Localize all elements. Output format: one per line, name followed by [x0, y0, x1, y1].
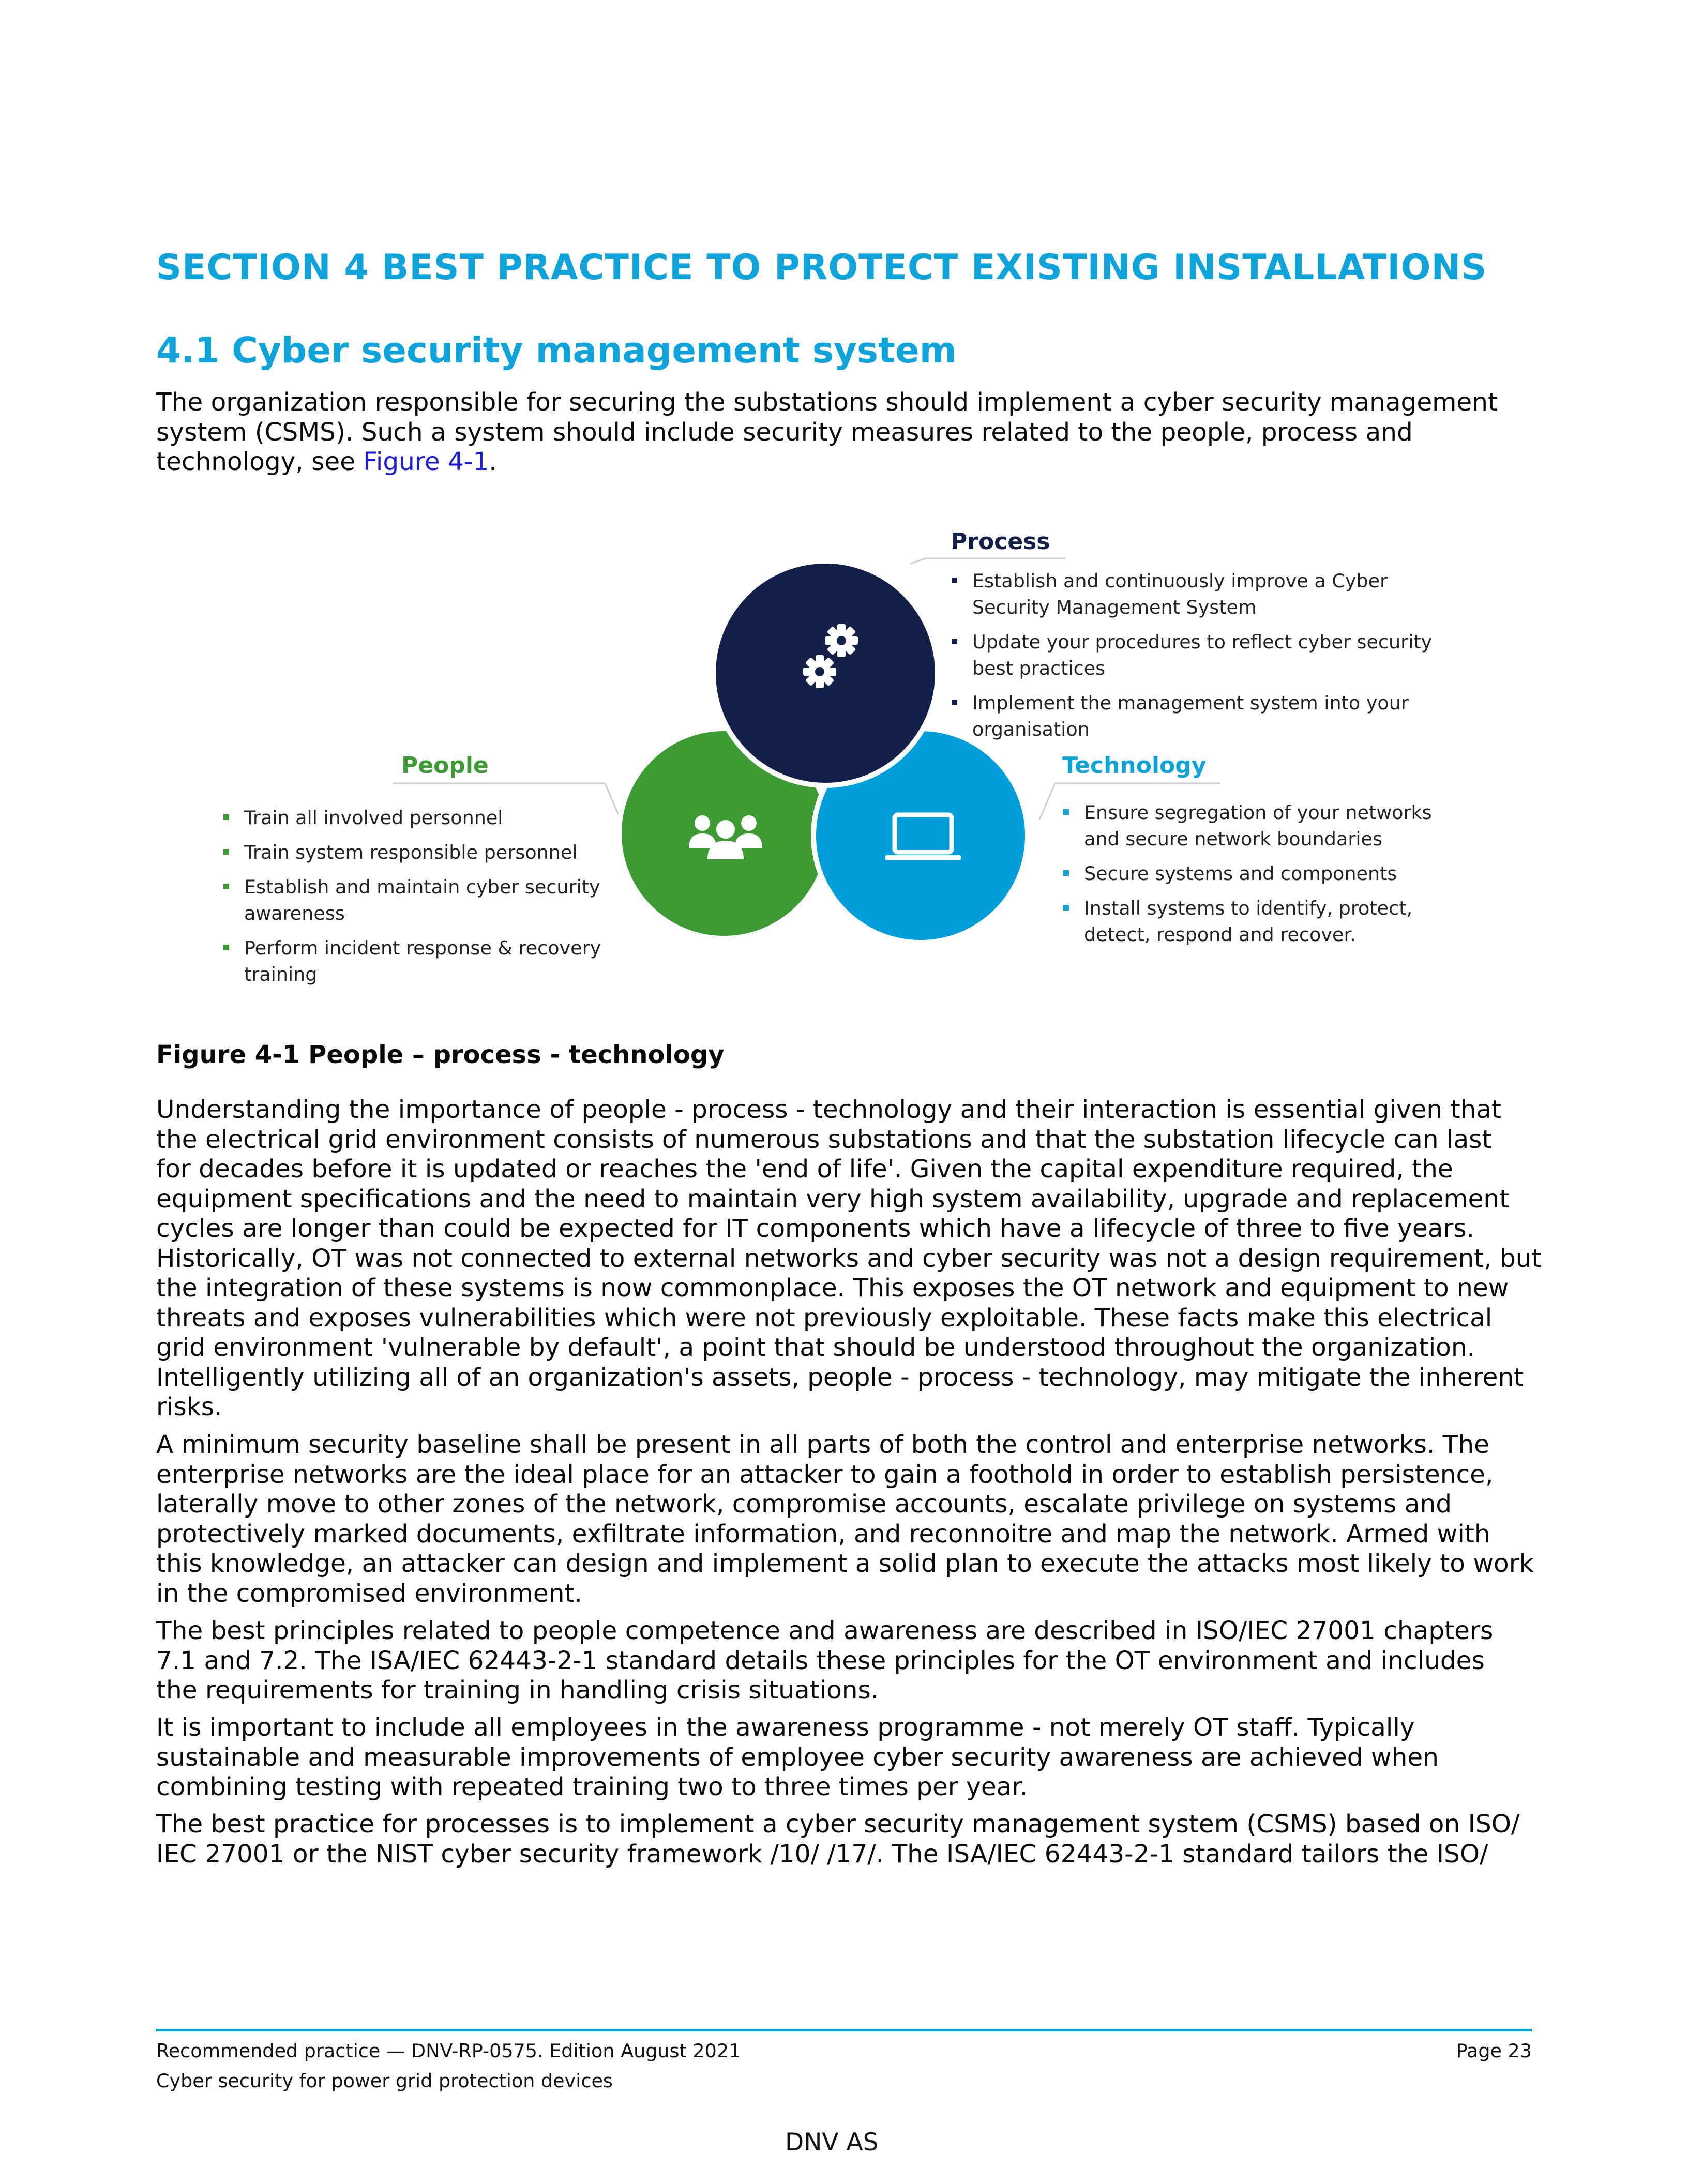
paragraph-line: the requirements for training in handling crisis situations.: [156, 1676, 879, 1705]
paragraph-line: combining testing with repeated training two to three times per year.: [156, 1772, 1028, 1801]
paragraph-line: the electrical grid environment consists of numerous substations and that the substation lifecycle can last: [156, 1125, 1492, 1154]
body-paragraph-3: [156, 1616, 1553, 1706]
paragraph-line: risks.: [156, 1392, 222, 1421]
paragraph-line: 7.1 and 7.2. The ISA/IEC 62443-2-1 standard details these principles for the OT environment and includes: [156, 1646, 1485, 1675]
figure-caption: Figure 4-1 People – process - technology: [156, 1040, 725, 1069]
intro-line: The organization responsible for securing the substations should implement a cyber security management: [156, 388, 1498, 417]
paragraph-line: Intelligently utilizing all of an organization's assets, people - process - technology, may mitigate the inherent: [156, 1362, 1524, 1392]
figure-link[interactable]: Figure 4-1: [363, 447, 489, 476]
technology-bullet: Secure systems and components: [1062, 860, 1528, 887]
paragraph-line: protectively marked documents, exfiltrate information, and reconnoitre and map the network. Armed with: [156, 1519, 1490, 1549]
paragraph-line: cycles are longer than could be expected for IT components which have a lifecycle of three to five years.: [156, 1214, 1474, 1243]
process-bullet: Update your procedures to reflect cyber security best practices: [951, 629, 1468, 681]
paragraph-line: the integration of these systems is now commonplace. This exposes the OT network and equipment to new: [156, 1273, 1509, 1302]
paragraph-line: sustainable and measurable improvements of employee cyber security awareness are achieved when: [156, 1742, 1439, 1772]
paragraph-line: equipment specifications and the need to maintain very high system availability, upgrade and replacement: [156, 1184, 1510, 1214]
page-number: Page 23: [1456, 2040, 1532, 2062]
subsection-title: 4.1 Cyber security management system: [156, 330, 957, 371]
paragraph-line: IEC 27001 or the NIST cyber security framework /10/ /17/. The ISA/IEC 62443-2-1 standard tailors the ISO/: [156, 1839, 1488, 1869]
laptop-icon: [884, 812, 962, 863]
body-paragraph-5: [156, 1810, 1553, 1869]
paragraph-line: threats and exposes vulnerabilities which were not previously exploitable. These facts make this electrical: [156, 1303, 1493, 1332]
technology-bullets: [1062, 799, 1528, 956]
footer-rule: [156, 2029, 1532, 2031]
footer-doc-title: Recommended practice — DNV-RP-0575. Edition August 2021: [156, 2040, 741, 2062]
process-bullet: Implement the management system into your organisation: [951, 690, 1468, 742]
technology-heading: Technology: [1062, 752, 1207, 779]
people-heading: People: [401, 752, 489, 779]
intro-line-suffix: .: [489, 447, 497, 476]
people-icon: [688, 812, 763, 861]
paragraph-line: The best principles related to people competence and awareness are described in ISO/IEC 27001 chapters: [156, 1616, 1494, 1645]
paragraph-line: enterprise networks are the ideal place for an attacker to gain a foothold in order to establish persistence,: [156, 1460, 1494, 1489]
people-bullets: [222, 805, 636, 996]
intro-line: system (CSMS). Such a system should include security measures related to the people, process and: [156, 417, 1413, 447]
body-paragraph-1: [156, 1095, 1553, 1422]
technology-bullet: Ensure segregation of your networks and secure network boundaries: [1062, 799, 1528, 852]
footer-doc-subtitle: Cyber security for power grid protection devices: [156, 2070, 613, 2092]
process-bullets: [951, 568, 1468, 751]
paragraph-line: Historically, OT was not connected to external networks and cyber security was not a design requirement, but: [156, 1243, 1542, 1273]
process-bullet: Establish and continuously improve a Cyber Security Management System: [951, 568, 1468, 620]
paragraph-line: It is important to include all employees in the awareness programme - not merely OT staff. Typically: [156, 1713, 1415, 1742]
gears-icon: [799, 622, 866, 694]
process-heading: Process: [951, 528, 1050, 555]
people-bullet: Train all involved personnel: [222, 805, 636, 831]
company-name: DNV AS: [785, 2128, 879, 2157]
paragraph-line: grid environment 'vulnerable by default', a point that should be understood throughout the organization.: [156, 1333, 1475, 1362]
paragraph-line: A minimum security baseline shall be present in all parts of both the control and enterprise networks. The: [156, 1430, 1489, 1459]
paragraph-line: laterally move to other zones of the network, compromise accounts, escalate privilege on systems and: [156, 1490, 1452, 1519]
body-paragraph-4: [156, 1713, 1553, 1802]
paragraph-line: The best practice for processes is to implement a cyber security management system (CSMS) based on ISO/: [156, 1810, 1520, 1839]
technology-bullet: Install systems to identify, protect, detect, respond and recover.: [1062, 895, 1528, 948]
people-bullet: Establish and maintain cyber security awareness: [222, 874, 636, 927]
people-bullet: Perform incident response & recovery training: [222, 935, 636, 988]
paragraph-line: Understanding the importance of people - process - technology and their interaction is essential given that: [156, 1095, 1502, 1124]
people-bullet: Train system responsible personnel: [222, 839, 636, 866]
intro-line-prefix: technology, see: [156, 447, 364, 476]
paragraph-line: in the compromised environment.: [156, 1579, 582, 1608]
paragraph-line: this knowledge, an attacker can design and implement a solid plan to execute the attacks most likely to work: [156, 1549, 1534, 1578]
body-paragraph-2: [156, 1430, 1553, 1609]
paragraph-line: for decades before it is updated or reaches the 'end of life'. Given the capital expenditure required, the: [156, 1155, 1453, 1184]
section-title: SECTION 4 BEST PRACTICE TO PROTECT EXISTING INSTALLATIONS: [156, 247, 1487, 288]
